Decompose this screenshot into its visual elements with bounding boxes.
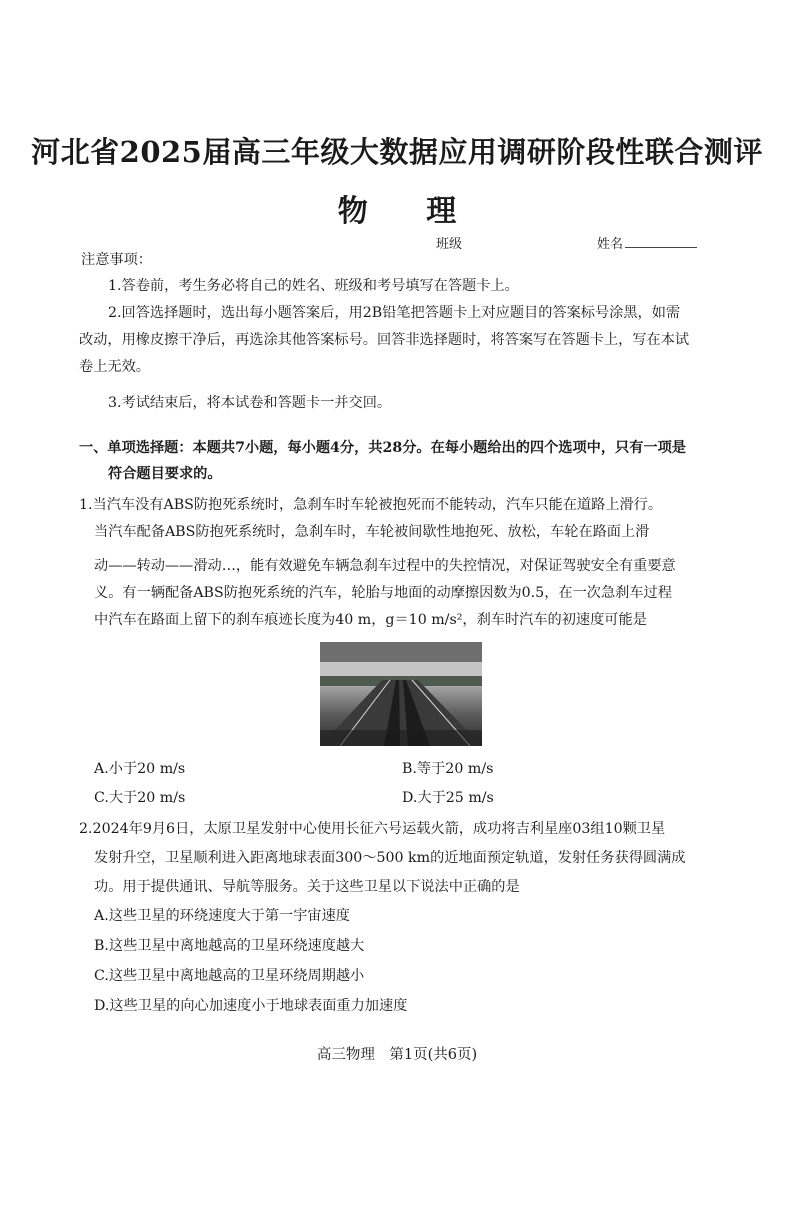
q1-line-5: 中汽车在路面上留下的刹车痕迹长度为40 m，g＝10 m/s²，刹车时汽车的初速度可能是 [94,612,647,628]
section-heading-line-1: 一、单项选择题：本题共7小题，每小题4分，共28分。在每小题给出的四个选项中，只有一项是 [79,440,686,456]
road-skid-marks-photo [320,642,482,746]
exam-title: 河北省2025届高三年级大数据应用调研阶段性联合测评 [31,135,763,169]
notice-item-2-line-1: 2.回答选择题时，选出每小题答案后，用2B铅笔把答题卡上对应题目的答案标号涂黑，如需 [108,305,681,321]
q1-option-d: D.大于25 m/s [402,790,494,806]
q1-line-3: 动——转动——滑动…，能有效避免车辆急刹车过程中的失控情况，对保证驾驶安全有重要意 [94,558,676,574]
q1-line-1: 1.当汽车没有ABS防抱死系统时，急刹车时车轮被抱死而不能转动，汽车只能在道路上滑行。 [79,497,663,513]
class-label: 班级 [436,237,463,252]
q2-line-1: 2.2024年9月6日，太原卫星发射中心使用长征六号运载火箭，成功将吉利星座03组10颗卫星 [79,821,666,837]
q1-line-4: 义。有一辆配备ABS防抱死系统的汽车，轮胎与地面的动摩擦因数为0.5，在一次急刹车过程 [94,585,672,601]
q2-line-2: 发射升空，卫星顺利进入距离地球表面300～500 km的近地面预定轨道，发射任务获得圆满成 [94,850,686,866]
q2-line-3: 功。用于提供通讯、导航等服务。关于这些卫星以下说法中正确的是 [94,879,520,895]
q2-option-b: B.这些卫星中离地越高的卫星环绕速度越大 [94,938,365,954]
q2-option-a: A.这些卫星的环绕速度大于第一宇宙速度 [94,908,350,924]
section-heading-line-2: 符合题目要求的。 [108,466,222,482]
q1-line-2: 当汽车配备ABS防抱死系统时，急刹车时，车轮被间歇性地抱死、放松，车轮在路面上滑 [94,524,650,540]
subject-title: 物 理 [337,194,481,229]
notice-heading: 注意事项： [81,252,152,268]
q2-option-c: C.这些卫星中离地越高的卫星环绕周期越小 [94,968,365,984]
q1-option-b: B.等于20 m/s [402,761,494,777]
q1-option-c: C.大于20 m/s [94,790,186,806]
name-label: 姓名 [597,237,624,252]
q2-option-d: D.这些卫星的向心加速度小于地球表面重力加速度 [94,998,408,1014]
name-blank-line [625,247,697,248]
road-photo-illustration [320,642,482,746]
notice-item-2-line-3: 卷上无效。 [79,359,150,375]
q1-option-a: A.小于20 m/s [94,761,186,777]
notice-item-3: 3.考试结束后，将本试卷和答题卡一并交回。 [108,395,392,411]
notice-item-1: 1.答卷前，考生务必将自己的姓名、班级和考号填写在答题卡上。 [108,278,519,294]
page-footer: 高三物理 第1页(共6页) [316,1047,478,1063]
notice-item-2-line-2: 改动，用橡皮擦干净后，再选涂其他答案标号。回答非选择题时，将答案写在答题卡上，写在本试 [79,332,690,348]
